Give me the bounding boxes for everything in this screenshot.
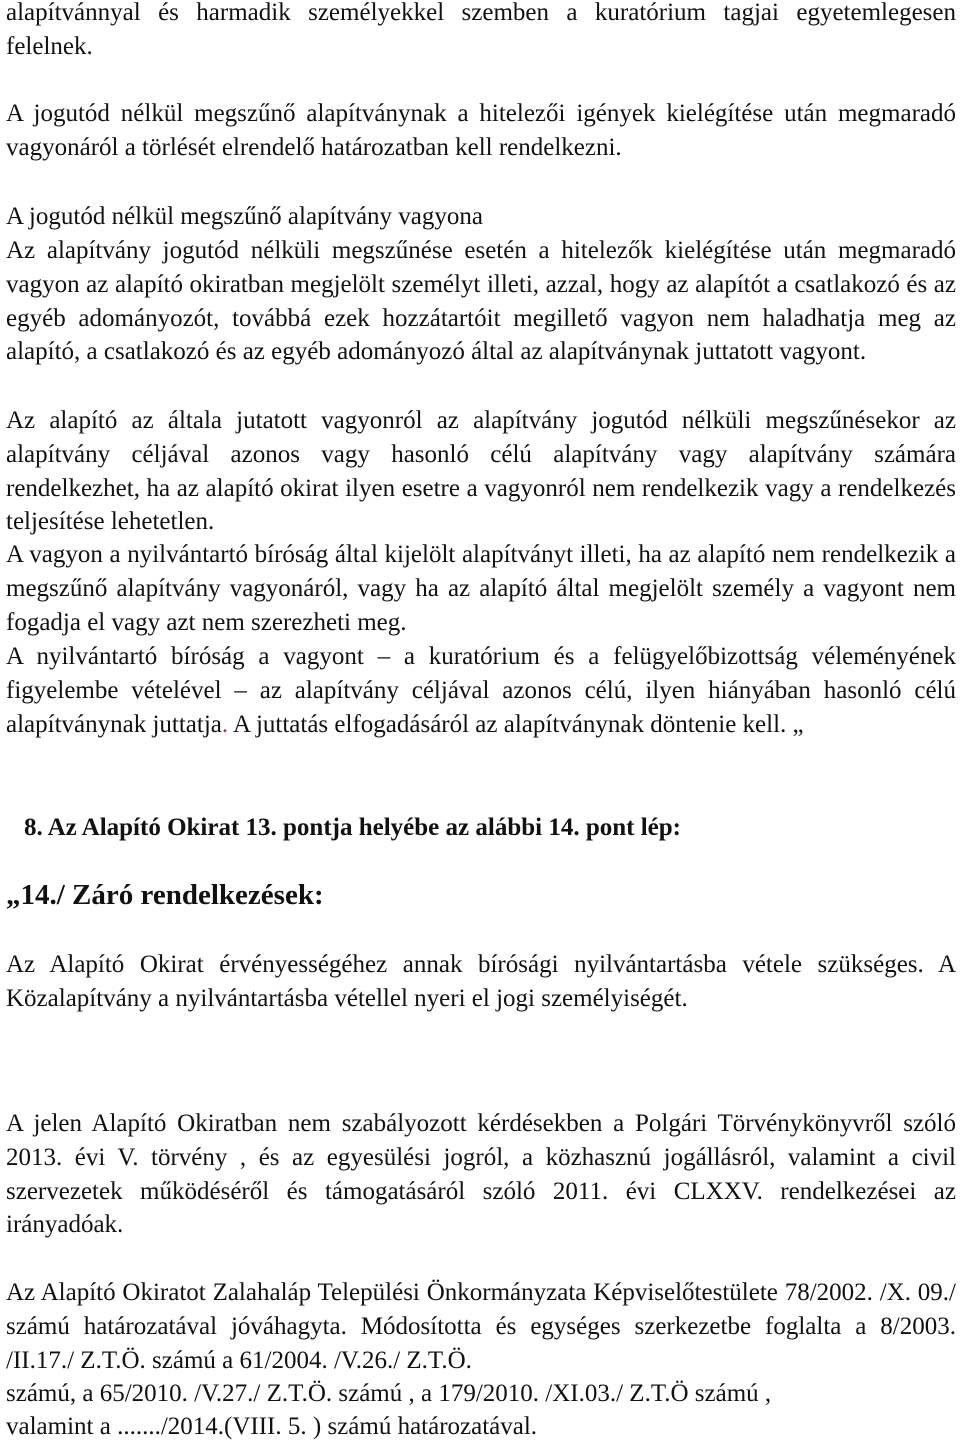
paragraph-assets-4-part-b: A juttatás elfogadásáról az alapítványnak döntenie kell. „: [228, 710, 804, 738]
paragraph-validity: Az Alapító Okirat érvényességéhez annak bírósági nyilvántartásba vétele szükséges. A Közalapítvány a nyilvántartásba vétellel nyeri el jogi személyiségét.: [6, 951, 956, 1012]
paragraph-assets-1: Az alapítvány jogutód nélküli megszűnése esetén a hitelezők kielégítése után megmaradó vagyon az alapító okiratban megjelölt személyt illeti, azzal, hogy az alapítót a csatlakozó és az egyéb adományozót, továbbá ezek hozzátartóit megillető vagyon nem haladhatja meg az alapító, a csatlakozó és az egyéb adományozó által az alapítványnak juttatott vagyont.: [6, 237, 956, 366]
paragraph-assets-4-part-a: A nyilvántartó bíróság a vagyont – a kuratórium és a felügyelőbizottság véleményének figyelembe vételével – az alapítvány céljával azonos célú, ilyen hiányában hasonló célú alapítványnak juttatja: [6, 643, 956, 738]
paragraph-approval: Az Alapító Okiratot Zalahaláp Települési Önkormányzata Képviselőtestülete 78/2002. /X. 09./ számú határozatával jóváhagyta. Módosította és egységes szerkezetbe foglalta a 8/2003. /II.17./ Z.T.Ö. számú a 61/2004. /V.26./ Z.T.Ö.: [6, 1279, 956, 1374]
section-heading-14: „14./ Záró rendelkezések:: [6, 879, 324, 911]
highlight-dot: .: [221, 710, 229, 738]
paragraph-assets-2: Az alapító az általa jutatott vagyonról az alapítvány jogutód nélküli megszűnésekor az alapítvány céljával azonos vagy hasonló célú alapítvány vagy alapítvány számára rendelkezhet, ha az alapító okirat ilyen esetre a vagyonról nem rendelkezik vagy a rendelkezés teljesítése lehetetlen.: [6, 407, 956, 536]
paragraph-governing-law: A jelen Alapító Okiratban nem szabályozott kérdésekben a Polgári Törvénykönyvről szóló 2013. évi V. törvény , és az egyesülési jogról, a közhasznú jogállásról, valamint a civil szervezetek működéséről és támogatásáról szóló 2011. évi CLXXV. rendelkezései az irányadóak.: [6, 1110, 956, 1239]
paragraph-assets-3: A vagyon a nyilvántartó bíróság által kijelölt alapítványt illeti, ha az alapító nem rendelkezik a megszűnő alapítvány vagyonáról, vagy ha az alapító által megjelölt személy a vagyont nem fogadja el vagy azt nem szerezheti meg.: [6, 541, 956, 636]
section-title-assets: A jogutód nélkül megszűnő alapítvány vagyona: [6, 203, 483, 230]
paragraph-assets-4: [6, 640, 956, 741]
paragraph-approval-line-5: valamint a ......./2014.(VIII. 5. ) számú határozatával.: [6, 1413, 538, 1440]
amendment-heading-8: 8. Az Alapító Okirat 13. pontja helyébe az alábbi 14. pont lép:: [24, 814, 681, 841]
paragraph-approval-line-4: számú, a 65/2010. /V.27./ Z.T.Ö. számú , a 179/2010. /XI.03./ Z.T.Ö számú ,: [6, 1380, 772, 1407]
paragraph-liability: alapítvánnyal és harmadik személyekkel szemben a kuratórium tagjai egyetemlegesen felelnek.: [6, 0, 956, 60]
paragraph-no-successor: A jogutód nélkül megszűnő alapítványnak a hitelezői igények kielégítése után megmaradó vagyonáról a törlését elrendelő határozatban kell rendelkezni.: [6, 100, 956, 161]
